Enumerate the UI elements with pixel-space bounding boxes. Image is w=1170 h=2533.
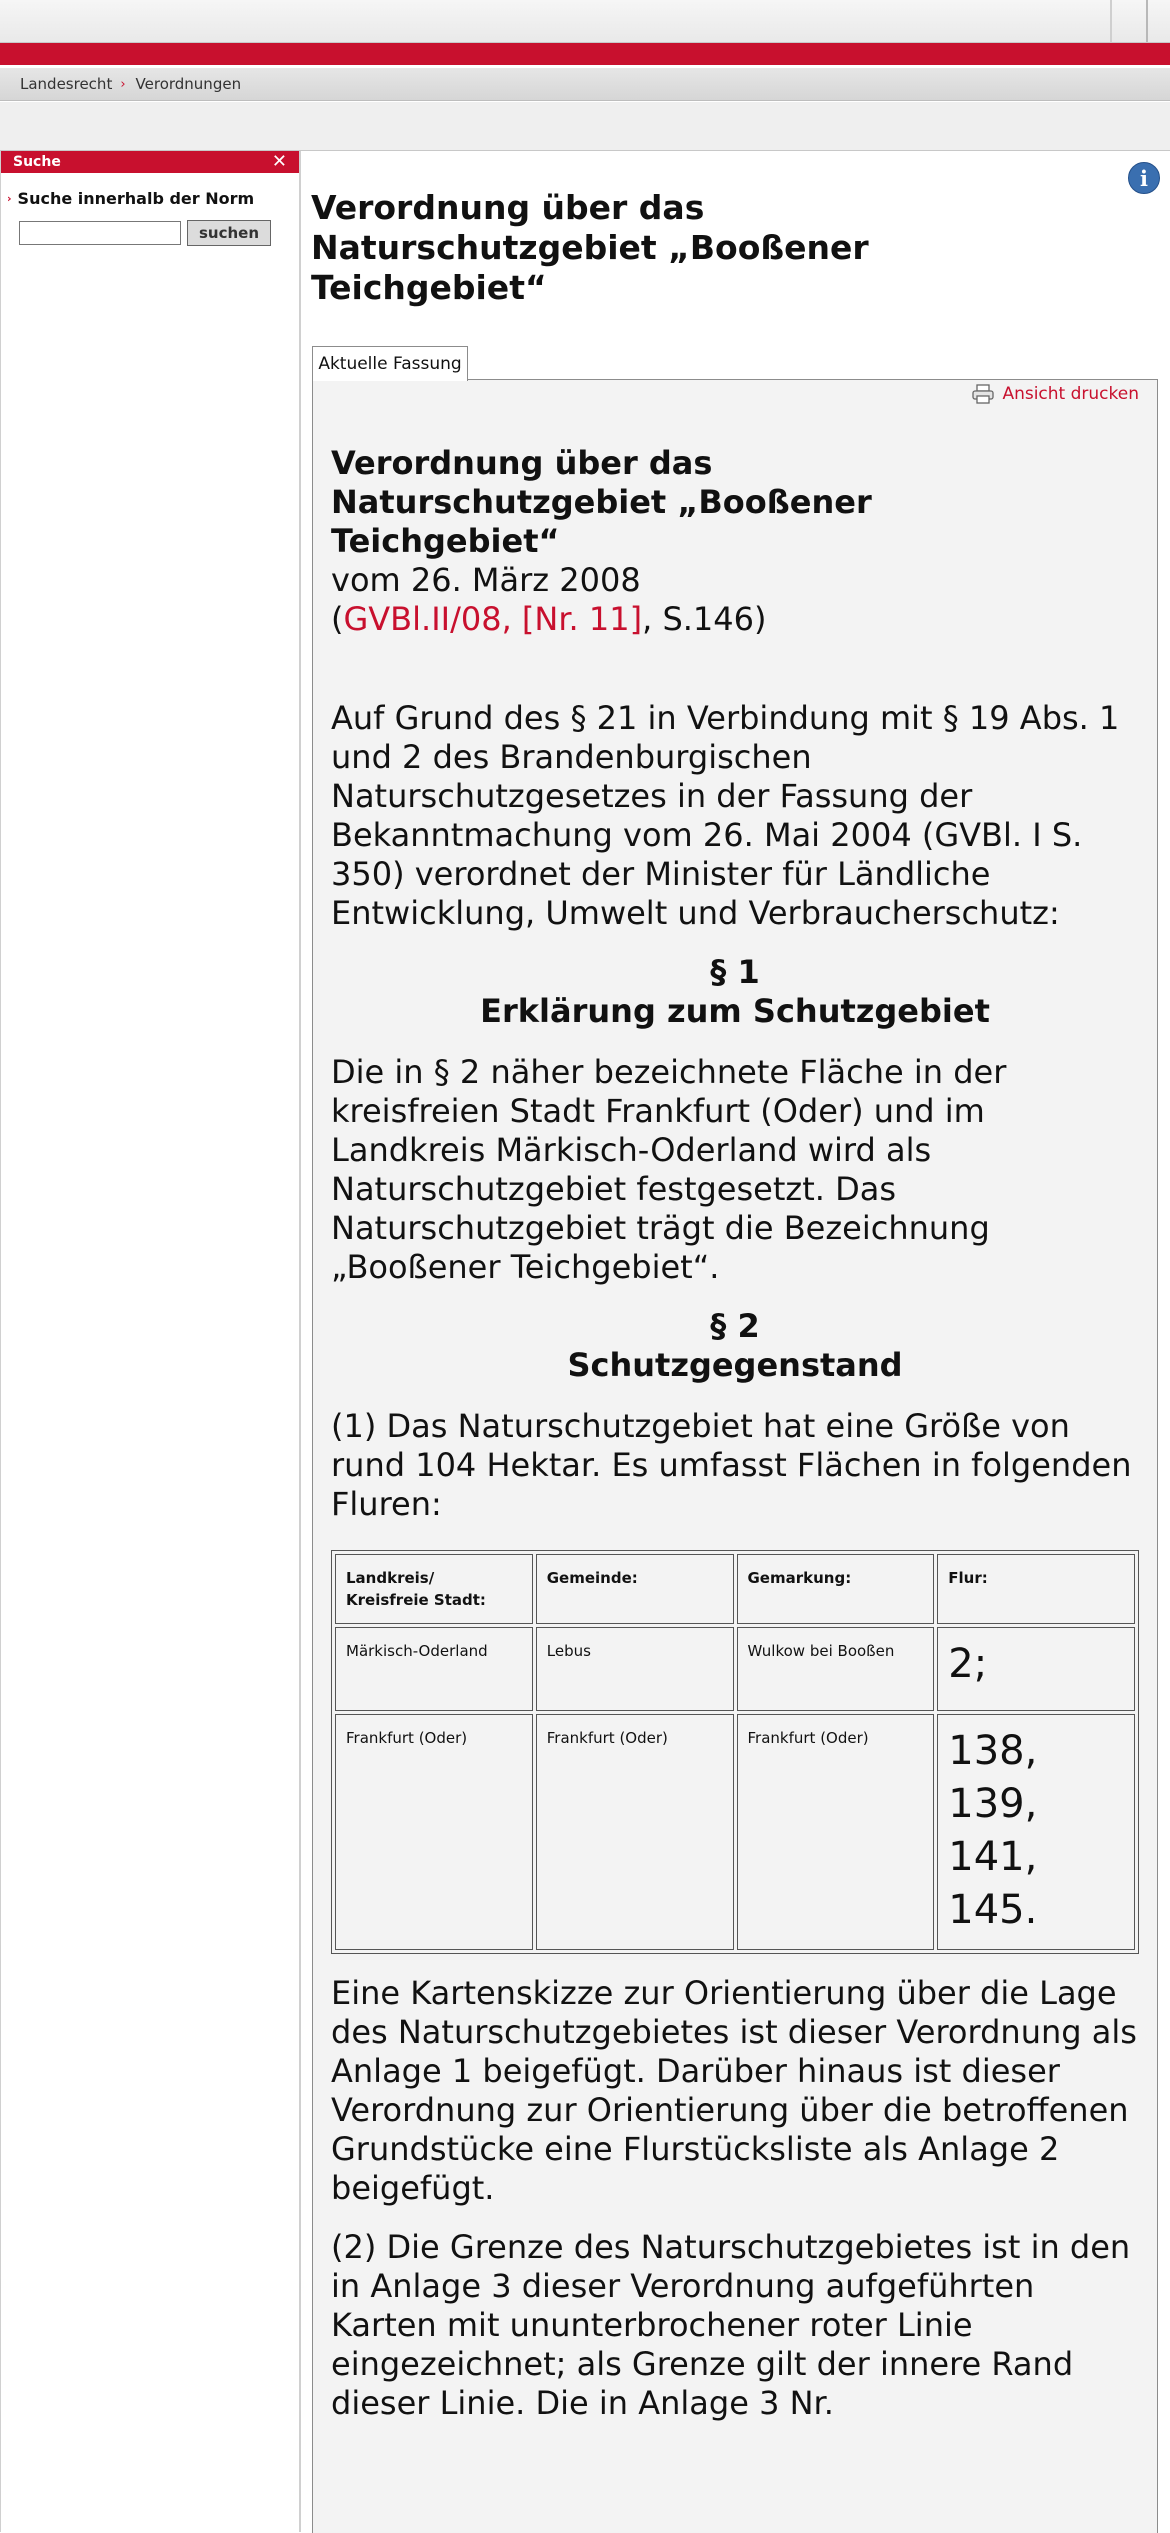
table-header-cell: Flur: — [937, 1554, 1135, 1624]
document-body — [331, 444, 1139, 2423]
table-cell: 138, 139, 141, 145. — [937, 1714, 1135, 1950]
section-1-title: Erklärung zum Schutzgebiet — [480, 992, 990, 1030]
browser-toolbar — [0, 0, 1170, 43]
ref-open: ( — [331, 600, 344, 638]
table-cell: Märkisch-Oderland — [335, 1627, 533, 1711]
breadcrumb — [0, 68, 1170, 101]
print-label: Ansicht drucken — [1002, 384, 1139, 404]
ref-rest: , S.146) — [642, 600, 767, 638]
table-header-cell: Gemeinde: — [536, 1554, 734, 1624]
gazette-link[interactable]: GVBl.II/08, [Nr. 11] — [343, 600, 643, 638]
flur-table — [331, 1550, 1139, 1954]
section-2-title: Schutzgegenstand — [567, 1346, 903, 1384]
page-toolbar — [0, 102, 1170, 151]
search-heading-label: Suche innerhalb der Norm — [17, 189, 255, 208]
table-row — [335, 1714, 1135, 1950]
table-cell: Frankfurt (Oder) — [335, 1714, 533, 1950]
breadcrumb-landesrecht[interactable]: Landesrecht — [20, 75, 113, 93]
page-title: Verordnung über das Naturschutzgebiet „Booßener Teichgebiet“ — [311, 188, 869, 307]
document-date: vom 26. März 2008 — [331, 561, 641, 599]
table-row — [335, 1627, 1135, 1711]
sidebar-title: Suche — [13, 154, 61, 170]
section-2-paragraph-2: (2) Die Grenze des Naturschutzgebietes ist in den in Anlage 3 dieser Verordnung aufgeführten Karten mit ununterbrochener roter Linie eingezeichnet; als Grenze gilt der innere Rand dieser Linie. Die in Anlage 3 Nr. — [331, 2228, 1131, 2422]
preamble: Auf Grund des § 21 in Verbindung mit § 19 Abs. 1 und 2 des Brandenburgischen Naturschutzgesetzes in der Fassung der Bekanntmachung vom 26. Mai 2004 (GVBl. I S. 350) verordnet der Minister für Ländliche Entwicklung, Umwelt und Verbraucherschutz: — [331, 699, 1120, 932]
info-icon[interactable]: i — [1128, 162, 1160, 194]
printer-icon — [972, 384, 994, 404]
tab-aktuelle-fassung[interactable]: Aktuelle Fassung — [312, 346, 468, 381]
document-panel — [312, 379, 1158, 2533]
table-cell: Lebus — [536, 1627, 734, 1711]
table-cell: 2; — [937, 1627, 1135, 1711]
section-1-text: Die in § 2 näher bezeichnete Fläche in der kreisfreien Stadt Frankfurt (Oder) und im Landkreis Märkisch-Oderland wird als Naturschutzgebiet festgesetzt. Das Naturschutzgebiet trägt die Bezeichnung „Booßener Teichgebiet“. — [331, 1053, 1007, 1286]
table-header-cell: Gemarkung: — [737, 1554, 935, 1624]
toolbar-divider — [1146, 0, 1148, 42]
search-sidebar — [0, 151, 301, 2532]
search-button[interactable]: suchen — [187, 220, 271, 246]
chevron-right-icon: › — [7, 192, 12, 205]
document-reference — [331, 600, 1139, 639]
document-title: Verordnung über das Naturschutzgebiet „Booßener Teichgebiet“ — [331, 444, 872, 560]
search-form — [19, 220, 299, 246]
search-heading — [7, 189, 299, 208]
search-input[interactable] — [19, 221, 181, 245]
print-link[interactable] — [972, 384, 1139, 404]
section-2-paragraph-1: (1) Das Naturschutzgebiet hat eine Größe von rund 104 Hektar. Es umfasst Flächen in folgenden Fluren: — [331, 1407, 1132, 1523]
table-cell: Wulkow bei Booßen — [737, 1627, 935, 1711]
section-1-number: § 1 — [710, 953, 760, 991]
close-icon[interactable]: ✕ — [271, 151, 287, 172]
table-header-row — [335, 1554, 1135, 1624]
section-2-number: § 2 — [710, 1307, 760, 1345]
sidebar-header — [1, 151, 299, 173]
table-cell: Frankfurt (Oder) — [737, 1714, 935, 1950]
toolbar-divider — [1110, 0, 1112, 42]
breadcrumb-verordnungen[interactable]: Verordnungen — [135, 75, 242, 93]
brand-band — [0, 43, 1170, 65]
table-header-cell: Landkreis/ Kreisfreie Stadt: — [335, 1554, 533, 1624]
chevron-right-icon: › — [120, 76, 126, 92]
section-2-annex-note: Eine Kartenskizze zur Orientierung über die Lage des Naturschutzgebietes ist dieser Verordnung als Anlage 1 beigefügt. Darüber hinaus ist dieser Verordnung zur Orientierung über die betroffenen Grundstücke eine Flurstücksliste als Anlage 2 beigefügt. — [331, 1974, 1137, 2207]
table-cell: Frankfurt (Oder) — [536, 1714, 734, 1950]
